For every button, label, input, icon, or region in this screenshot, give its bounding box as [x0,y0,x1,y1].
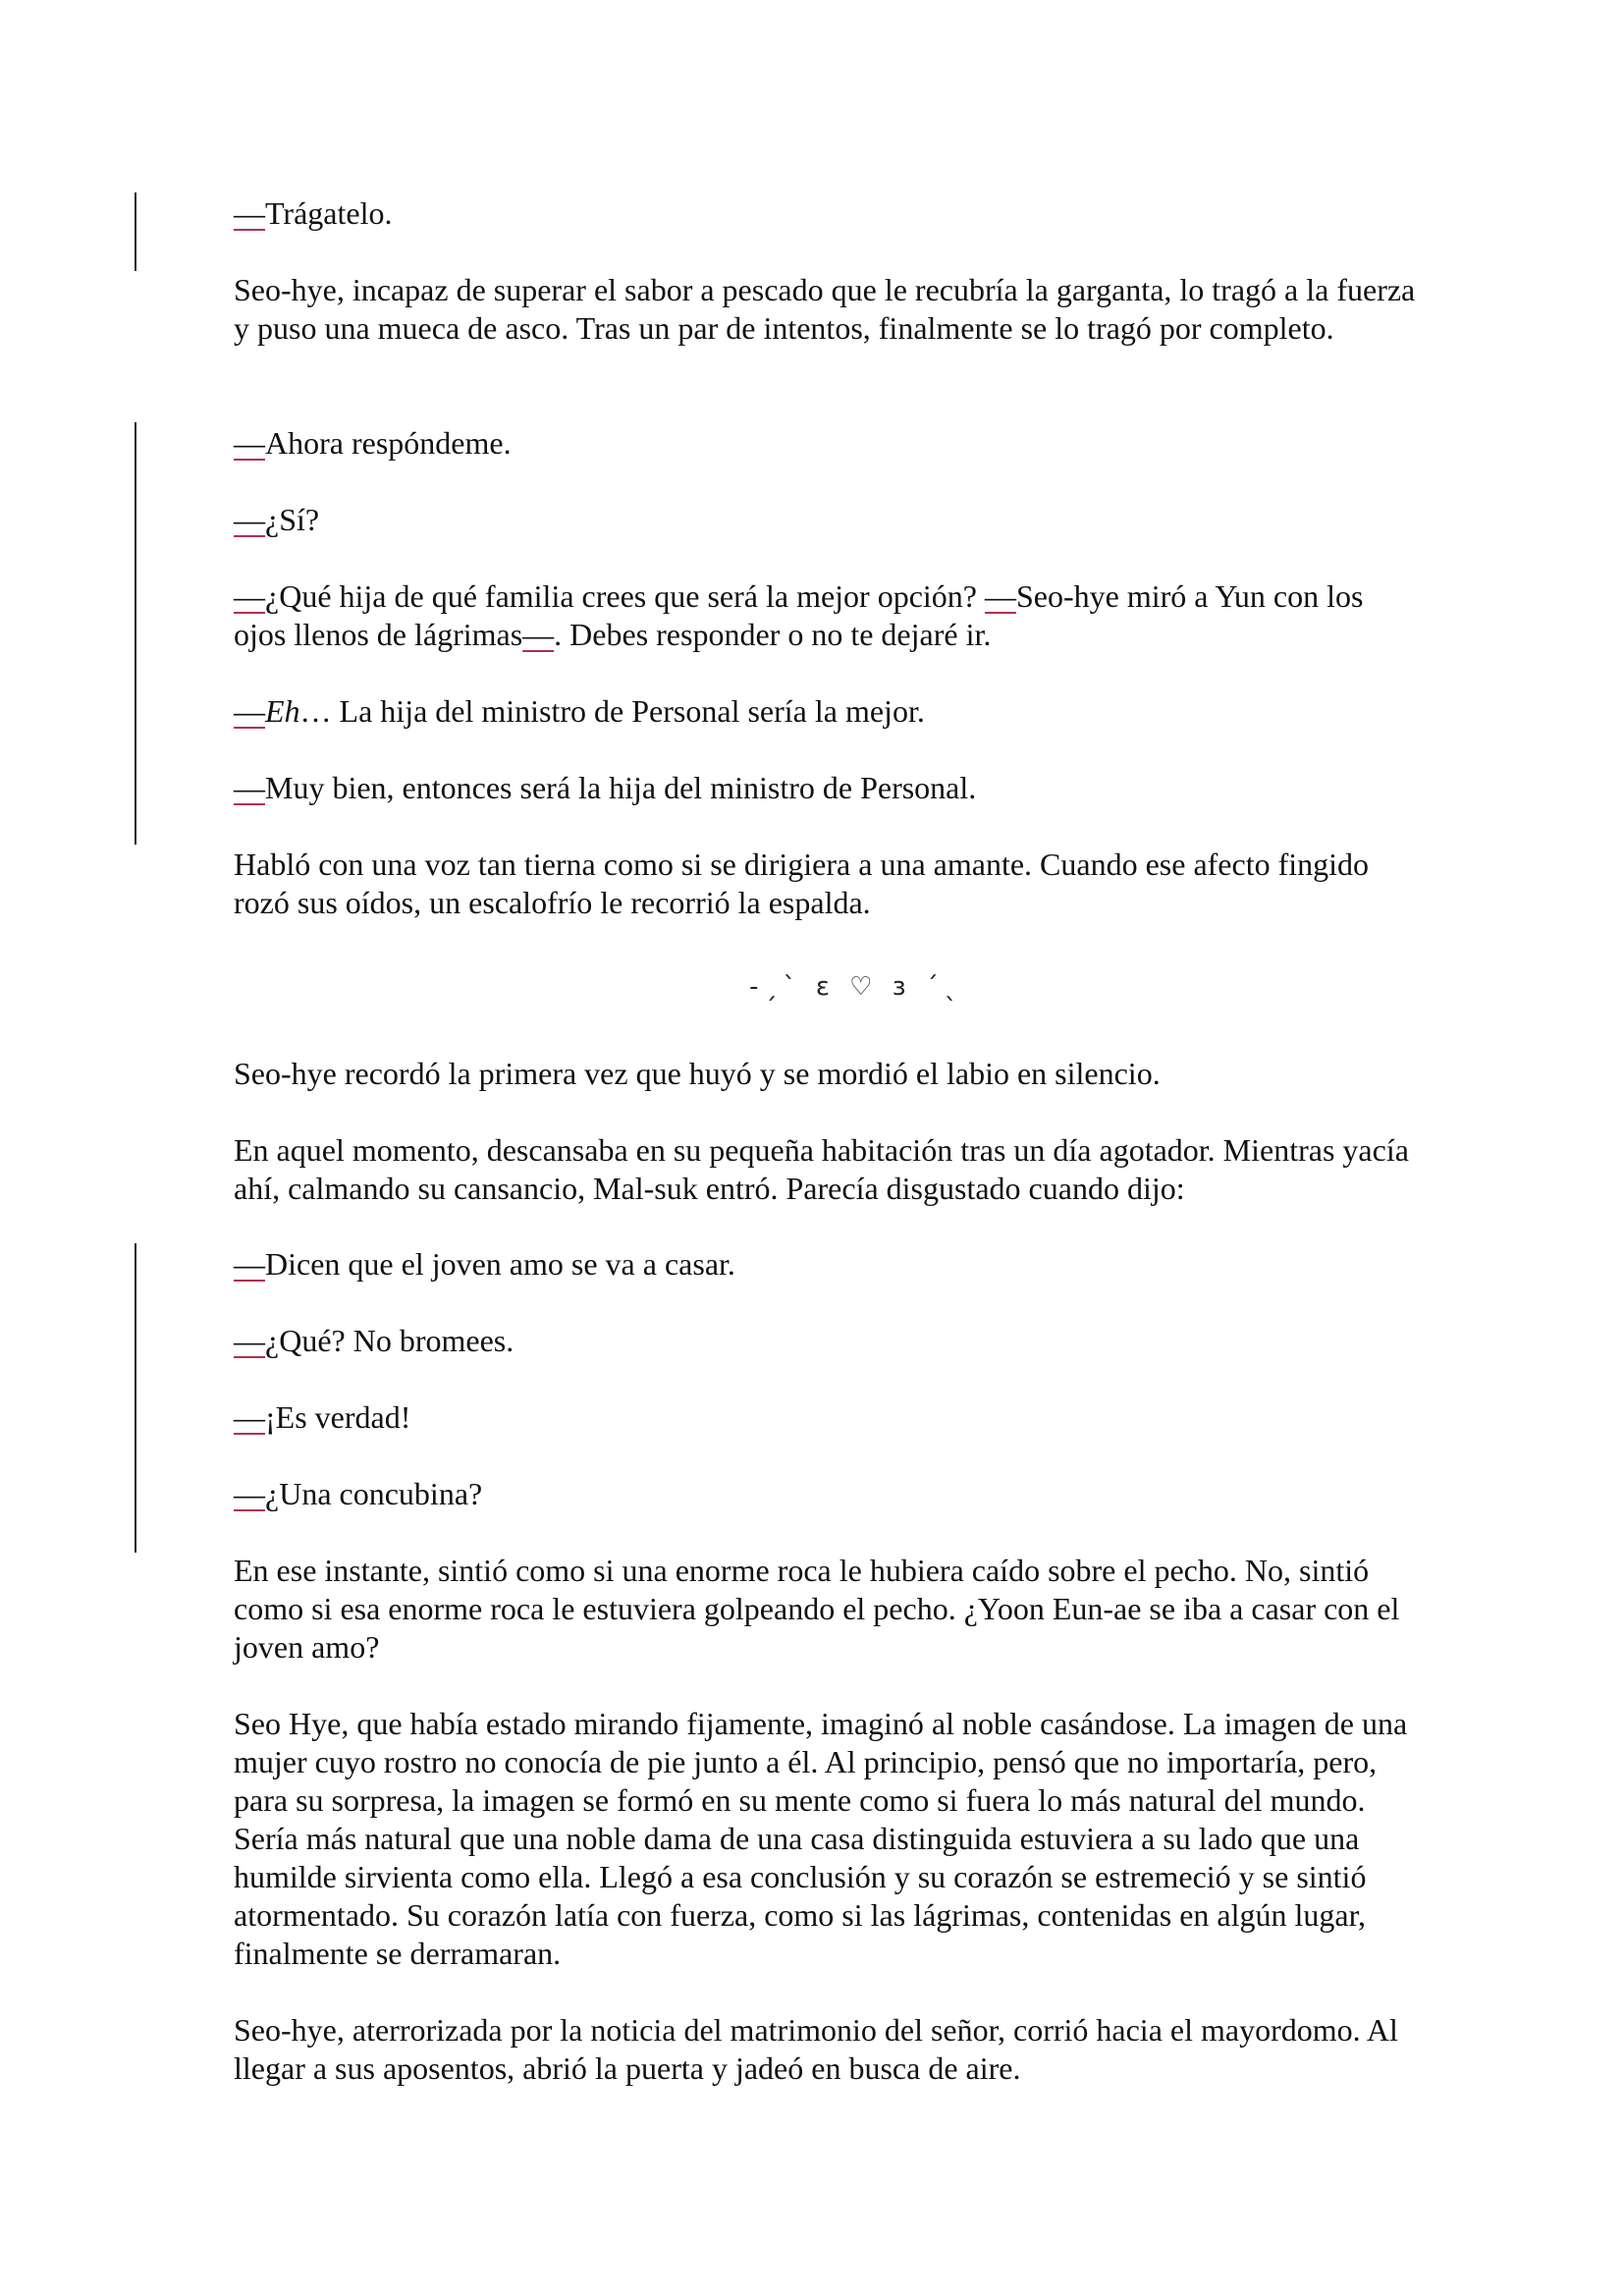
paragraph [234,424,1422,463]
dialogue-dash: — [234,1246,265,1282]
dialogue-dash: — [234,502,265,537]
paragraph-text: Seo-hye, aterrorizada por la noticia del matrimonio del señor, corrió hacia el mayordomo. Al llegar a sus aposentos, abrió la puerta y jadeó en busca de aire. [234,2012,1398,2086]
paragraph [234,501,1422,539]
dialogue-dash: — [234,770,265,805]
dialogue-dash: — [234,578,265,614]
paragraph-text: ¿Sí? [265,502,320,537]
paragraph [234,2011,1422,2088]
paragraph-text: ¡Es verdad! [265,1399,411,1435]
change-bar [135,1243,136,1553]
paragraph-text: ¿Una concubina? [265,1476,483,1511]
paragraph [234,194,1422,233]
dialogue-dash: — [234,425,265,461]
paragraph [234,271,1422,348]
paragraph [234,769,1422,807]
paragraph-text: Seo-hye, incapaz de superar el sabor a pescado que le recubría la garganta, lo tragó a la fuerza y puso una mueca de asco. Tras un par de intentos, finalmente se lo tragó por completo. [234,272,1416,346]
paragraph [234,1552,1422,1667]
paragraph [234,692,1422,731]
paragraph [234,1705,1422,1973]
paragraph-text: Habló con una voz tan tierna como si se dirigiera a una amante. Cuando ese afecto fingido rozó sus oídos, un escalofrío le recorrió la espalda. [234,847,1370,920]
separator-glyphs: -ˏˋ ε ♡ з ˊˎ [749,972,963,1002]
paragraph-text: Seo-hye recordó la primera vez que huyó y se mordió el labio en silencio. [234,1056,1161,1091]
paragraph-text: ¿Qué hija de qué familia crees que será la mejor opción? [265,578,985,614]
italic-text: Eh [265,693,300,729]
paragraph [234,577,1422,654]
scene-separator [0,972,1624,1002]
dialogue-dash: — [234,195,265,231]
paragraph [234,1131,1422,1208]
dialogue-dash: — [234,1323,265,1358]
paragraph [234,1398,1422,1437]
change-bar [135,422,136,845]
dialogue-dash: — [985,578,1016,614]
paragraph [234,1055,1422,1093]
paragraph [234,846,1422,922]
paragraph-text: Dicen que el joven amo se va a casar. [265,1246,735,1282]
paragraph-text: Seo-hye miró a Yun con los ojos llenos de lágrimas [234,578,1364,652]
paragraph [234,1322,1422,1360]
paragraph-text: Trágatelo. [265,195,393,231]
paragraph-text: Muy bien, entonces será la hija del ministro de Personal. [265,770,977,805]
paragraph-text: En ese instante, sintió como si una enorme roca le hubiera caído sobre el pecho. No, sintió como si esa enorme roca le estuviera golpeando el pecho. ¿Yoon Eun-ae se iba a casar con el joven amo? [234,1553,1400,1665]
paragraph-text: … La hija del ministro de Personal sería la mejor. [299,693,925,729]
change-bar [135,192,136,271]
paragraph-text: Seo Hye, que había estado mirando fijamente, imaginó al noble casándose. La imagen de una mujer cuyo rostro no conocía de pie junto a él. Al principio, pensó que no importaría, pero, para su sorpresa, la imagen se formó en su mente como si fuera lo más natural del mundo. Sería más natural que una noble dama de una casa distinguida estuviera a su lado que una humilde sirvienta como ella. Llegó a esa conclusión y su corazón se estremeció y se sintió atormentado. Su corazón latía con fuerza, como si las lágrimas, contenidas en algún lugar, finalmente se derramaran. [234,1706,1408,1971]
dialogue-dash: — [234,693,265,729]
dialogue-dash: — [522,617,555,652]
paragraph-text: ¿Qué? No bromees. [265,1323,514,1358]
paragraph [234,1245,1422,1284]
paragraph-text: Ahora respóndeme. [265,425,512,461]
paragraph-text: . Debes responder o no te dejaré ir. [554,617,992,652]
paragraph-text: En aquel momento, descansaba en su pequeña habitación tras un día agotador. Mientras yacía ahí, calmando su cansancio, Mal-suk entró. Parecía disgustado cuando dijo: [234,1132,1409,1206]
dialogue-dash: — [234,1476,265,1511]
dialogue-dash: — [234,1399,265,1435]
paragraph [234,1475,1422,1513]
